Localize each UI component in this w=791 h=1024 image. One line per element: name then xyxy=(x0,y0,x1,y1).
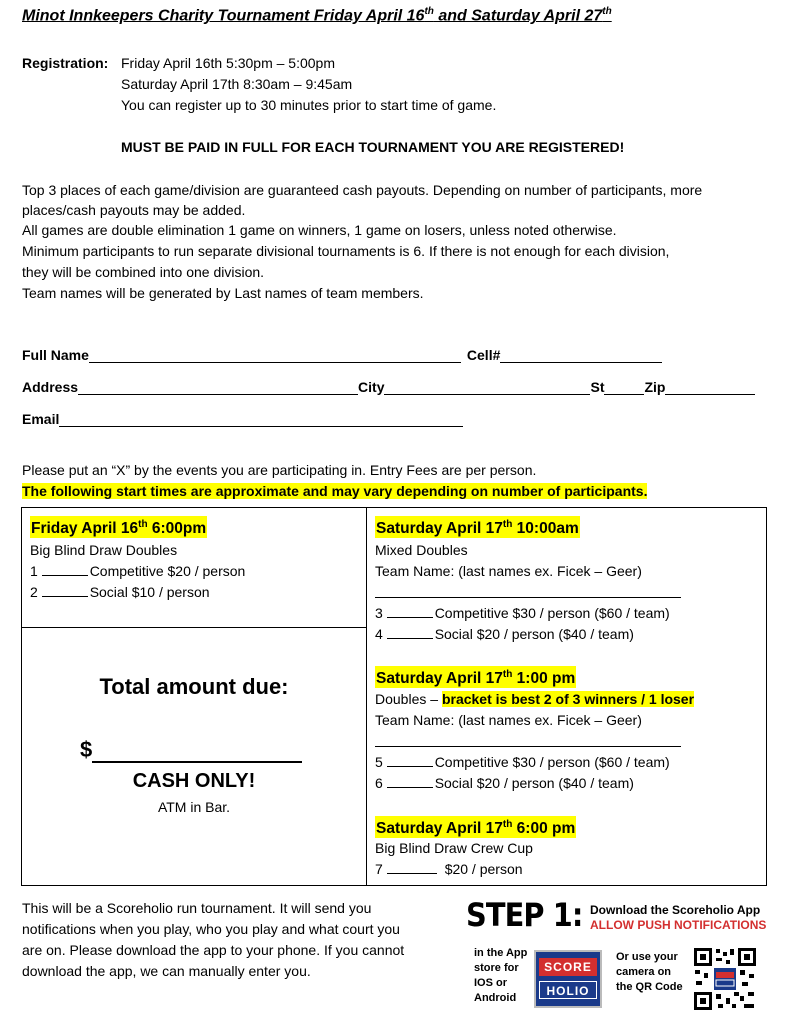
title-sup-2: th xyxy=(602,6,612,17)
option-number: 3 xyxy=(375,605,383,621)
address-field[interactable] xyxy=(78,380,358,395)
option-5-label: Competitive $30 / person ($60 / team) xyxy=(434,754,670,770)
sat1-option-3 xyxy=(375,604,670,622)
info-line-5: they will be combined into one division. xyxy=(22,264,265,280)
instructions-highlight: The following start times are approximate and may vary depending on number of participants. xyxy=(22,483,648,499)
sat3-heading-time: 6:00 pm xyxy=(512,820,576,838)
footer-line-3: are on. Please download the app to your phone. If you cannot xyxy=(22,942,405,958)
email-label: Email xyxy=(22,411,60,427)
info-line-2: places/cash payouts may be added. xyxy=(22,202,246,218)
sat3-option-7 xyxy=(375,860,523,878)
option-2-checkbox[interactable] xyxy=(42,584,88,597)
option-4-label: Social $20 / person ($40 / team) xyxy=(434,626,634,642)
address-label: Address xyxy=(22,379,79,395)
st-label: St xyxy=(590,379,605,395)
sat2-heading-sup: th xyxy=(502,669,513,680)
sat3-heading xyxy=(375,816,576,838)
friday-heading xyxy=(30,516,207,538)
full-name-field[interactable] xyxy=(89,348,461,363)
total-label: Total amount due: xyxy=(99,674,289,699)
option-3-checkbox[interactable] xyxy=(387,605,433,618)
footer-line-1: This will be a Scoreholio run tournament. It will send you xyxy=(22,900,372,916)
scoreholio-logo xyxy=(534,950,602,1008)
step-title: STEP 1: xyxy=(466,896,583,934)
option-3-label: Competitive $30 / person ($60 / team) xyxy=(434,605,670,621)
instructions-line-2 xyxy=(22,482,647,500)
sat2-team-field[interactable] xyxy=(375,745,681,747)
footer-line-2: notifications when you play, who you play and what court you xyxy=(22,921,400,937)
info-line-1: Top 3 places of each game/division are guaranteed cash payouts. Depending on number of participants, more xyxy=(22,182,703,198)
atm-note: ATM in Bar. xyxy=(157,799,231,815)
store-text xyxy=(474,946,527,1006)
registration-line-2: Saturday April 17th 8:30am – 9:45am xyxy=(121,76,353,92)
form-row-name xyxy=(22,347,668,363)
friday-heading-text: Friday April 16 xyxy=(31,520,139,538)
total-amount xyxy=(80,737,302,763)
friday-option-2 xyxy=(30,583,210,601)
sat2-event xyxy=(375,690,694,708)
st-field[interactable] xyxy=(604,380,644,395)
sat2-heading-text: Saturday April 17 xyxy=(376,670,503,688)
option-5-checkbox[interactable] xyxy=(387,754,433,767)
step-allow-text: ALLOW PUSH NOTIFICATIONS xyxy=(590,918,767,932)
instructions-line-1: Please put an “X” by the events you are participating in. Entry Fees are per person. xyxy=(22,462,537,478)
title-sup-1: th xyxy=(424,6,434,17)
option-2-label: Social $10 / person xyxy=(89,584,210,600)
sat1-option-4 xyxy=(375,625,634,643)
form-row-address xyxy=(22,379,755,395)
option-4-checkbox[interactable] xyxy=(387,626,433,639)
sat1-heading-sup: th xyxy=(502,519,513,530)
option-7-label: $20 / person xyxy=(444,861,523,877)
option-number: 2 xyxy=(30,584,38,600)
option-number: 7 xyxy=(375,861,383,877)
friday-option-1 xyxy=(30,562,245,580)
option-6-checkbox[interactable] xyxy=(387,775,433,788)
sat1-heading-time: 10:00am xyxy=(512,520,579,538)
sat3-heading-sup: th xyxy=(502,819,513,830)
sat1-heading-text: Saturday April 17 xyxy=(376,520,503,538)
registration-label: Registration: xyxy=(22,55,109,71)
sat2-heading xyxy=(375,666,576,688)
logo-top-text: SCORE xyxy=(539,958,597,976)
footer-line-4: download the app, we can manually enter you. xyxy=(22,963,311,979)
camera-line-1: Or use your xyxy=(616,951,678,963)
page-title xyxy=(22,6,612,25)
city-label: City xyxy=(358,379,385,395)
sat1-team-label: Team Name: (last names ex. Ficek – Geer) xyxy=(375,563,642,579)
sat1-heading xyxy=(375,516,580,538)
full-name-label: Full Name xyxy=(22,347,89,363)
option-number: 5 xyxy=(375,754,383,770)
option-number: 1 xyxy=(30,563,38,579)
email-field[interactable] xyxy=(59,412,463,427)
sat2-heading-time: 1:00 pm xyxy=(512,670,576,688)
sat2-option-5 xyxy=(375,753,670,771)
total-amount-field[interactable] xyxy=(92,737,302,763)
sat2-team-label: Team Name: (last names ex. Ficek – Geer) xyxy=(375,712,642,728)
registration-line-1: Friday April 16th 5:30pm – 5:00pm xyxy=(121,55,336,71)
sat3-event: Big Blind Draw Crew Cup xyxy=(375,840,533,856)
title-text-2: and Saturday April 27 xyxy=(433,7,603,25)
sat1-team-field[interactable] xyxy=(375,596,681,598)
friday-event: Big Blind Draw Doubles xyxy=(30,542,178,558)
store-line-4: Android xyxy=(474,992,517,1004)
sat3-heading-text: Saturday April 17 xyxy=(376,820,503,838)
camera-line-3: the QR Code xyxy=(616,981,683,993)
step-download-text: Download the Scoreholio App xyxy=(590,903,761,917)
sat1-event: Mixed Doubles xyxy=(375,542,468,558)
city-field[interactable] xyxy=(384,380,590,395)
dollar-sign: $ xyxy=(80,737,93,762)
sat2-event-highlight: bracket is best 2 of 3 winners / 1 loser xyxy=(441,691,695,707)
sat2-option-6 xyxy=(375,774,634,792)
title-text-1: Minot Innkeepers Charity Tournament Friday April 16 xyxy=(22,7,425,25)
info-line-3: All games are double elimination 1 game on winners, 1 game on losers, unless noted otherwise. xyxy=(22,222,617,238)
camera-text xyxy=(616,950,683,995)
cell-label: Cell# xyxy=(466,347,501,363)
zip-field[interactable] xyxy=(665,380,755,395)
friday-heading-time: 6:00pm xyxy=(147,520,207,538)
cell-field[interactable] xyxy=(500,348,662,363)
option-number: 4 xyxy=(375,626,383,642)
option-1-label: Competitive $20 / person xyxy=(89,563,246,579)
option-6-label: Social $20 / person ($40 / team) xyxy=(434,775,634,791)
camera-line-2: camera on xyxy=(616,966,672,978)
must-pay-notice: MUST BE PAID IN FULL FOR EACH TOURNAMENT YOU ARE REGISTERED! xyxy=(121,139,625,155)
cash-only: CASH ONLY! xyxy=(132,770,256,792)
info-line-4: Minimum participants to run separate divisional tournaments is 6. If there is not enough for each division, xyxy=(22,243,670,259)
logo-bottom-text: HOLIO xyxy=(539,981,597,999)
option-1-checkbox[interactable] xyxy=(42,563,88,576)
sat2-event-text: Doubles – xyxy=(375,691,442,707)
zip-label: Zip xyxy=(644,379,666,395)
form-row-email xyxy=(22,411,469,427)
friday-heading-sup: th xyxy=(138,519,148,530)
store-line-1: in the App xyxy=(474,947,528,959)
registration-line-3: You can register up to 30 minutes prior to start time of game. xyxy=(121,97,497,113)
info-line-6: Team names will be generated by Last names of team members. xyxy=(22,285,424,301)
option-7-checkbox[interactable] xyxy=(387,861,437,874)
store-line-2: store for xyxy=(474,962,519,974)
store-line-3: IOS or xyxy=(474,977,508,989)
qr-code-icon xyxy=(692,946,758,1012)
option-number: 6 xyxy=(375,775,383,791)
